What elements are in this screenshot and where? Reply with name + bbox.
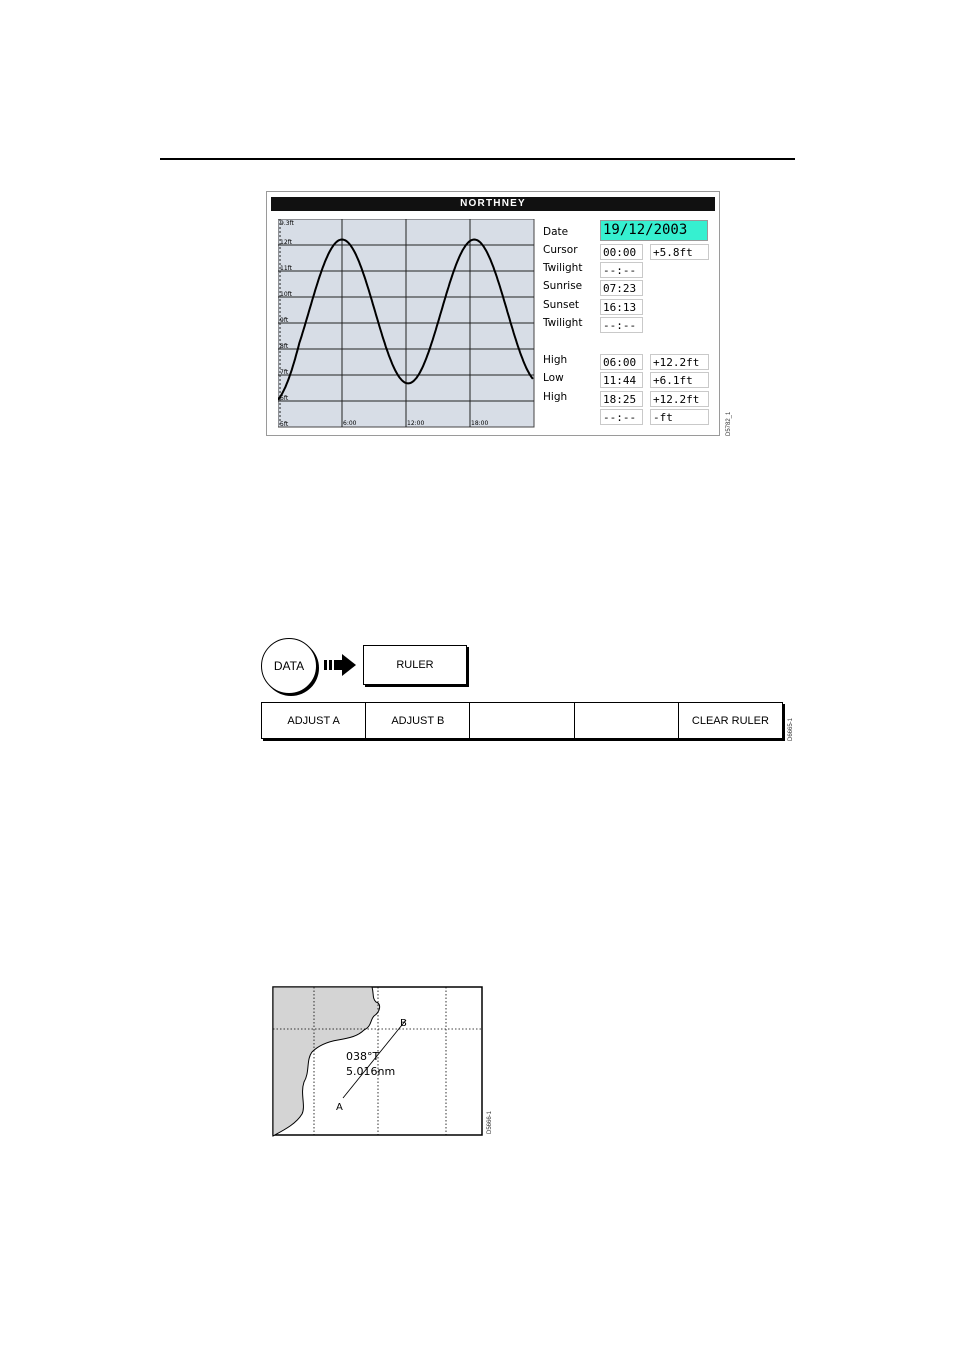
tide-figure-code: D5782_1: [726, 411, 732, 436]
extra-time-field: --:--: [600, 409, 643, 425]
tide-y-tick: 8ft: [280, 343, 289, 350]
tide-y-tick: 9.3ft: [280, 220, 294, 227]
point-b-label: B: [400, 1018, 407, 1029]
sunrise-field: 07:23: [600, 280, 643, 296]
tide-graph: [278, 219, 536, 429]
softkey-figure-code: D6665-1: [788, 717, 794, 741]
tide-y-tick: 7ft: [280, 369, 289, 376]
high2-height-field: +12.2ft: [650, 391, 709, 407]
right-arrow-icon: [324, 654, 358, 676]
low-label: Low: [543, 372, 564, 384]
distance-label: 5.016nm: [346, 1065, 396, 1078]
high1-time-field: 06:00: [600, 354, 643, 370]
adjust-a-softkey[interactable]: ADJUST A: [262, 703, 366, 738]
twilight-label-1: Twilight: [543, 262, 583, 274]
data-button[interactable]: [261, 638, 317, 694]
sunrise-label: Sunrise: [543, 280, 583, 292]
cursor-height-field: +5.8ft: [650, 244, 709, 260]
twilight-field-1: --:--: [600, 262, 643, 278]
twilight-field-2: --:--: [600, 317, 643, 333]
ruler-chart: [272, 986, 484, 1138]
softkey-bar: [261, 702, 783, 739]
tide-x-tick: 12:00: [407, 420, 425, 427]
tide-y-tick: 10ft: [280, 291, 292, 298]
date-field[interactable]: 19/12/2003: [600, 220, 708, 241]
extra-height-field: -ft: [650, 409, 709, 425]
low-time-field: 11:44: [600, 372, 643, 388]
date-label: Date: [543, 226, 569, 238]
blank-softkey-4[interactable]: [575, 703, 679, 738]
tide-x-tick: 18:00: [471, 420, 489, 427]
clear-ruler-softkey[interactable]: CLEAR RULER: [691, 714, 769, 727]
sunset-field: 16:13: [600, 299, 643, 315]
ruler-button[interactable]: [363, 645, 467, 685]
tide-y-tick: 9ft: [280, 317, 289, 324]
blank-softkey-3[interactable]: [470, 703, 574, 738]
low-height-field: +6.1ft: [650, 372, 709, 388]
adjust-b-softkey[interactable]: ADJUST B: [366, 703, 470, 738]
data-button-label: DATA: [273, 659, 305, 673]
high-label-2: High: [543, 391, 568, 403]
high1-height-field: +12.2ft: [650, 354, 709, 370]
bearing-label: 038°T: [346, 1050, 380, 1063]
tide-y-tick: 6ft: [280, 395, 289, 402]
tide-y-tick: 5ft: [280, 421, 289, 428]
tide-y-tick: 12ft: [280, 239, 292, 246]
tide-x-tick: 6:00: [343, 420, 357, 427]
sunset-label: Sunset: [543, 299, 580, 311]
twilight-label-2: Twilight: [543, 317, 583, 329]
high-label-1: High: [543, 354, 568, 366]
point-a-label: A: [336, 1102, 343, 1113]
tide-title: NORTHNEY: [271, 197, 715, 211]
cursor-label: Cursor: [543, 244, 578, 256]
high2-time-field: 18:25: [600, 391, 643, 407]
cursor-time-field: 00:00: [600, 244, 643, 260]
tide-y-tick: 11ft: [280, 265, 292, 272]
page-header-rule: [160, 158, 795, 160]
ruler-button-label: RULER: [396, 659, 434, 671]
chart-figure-code: D5666-1: [487, 1110, 493, 1134]
